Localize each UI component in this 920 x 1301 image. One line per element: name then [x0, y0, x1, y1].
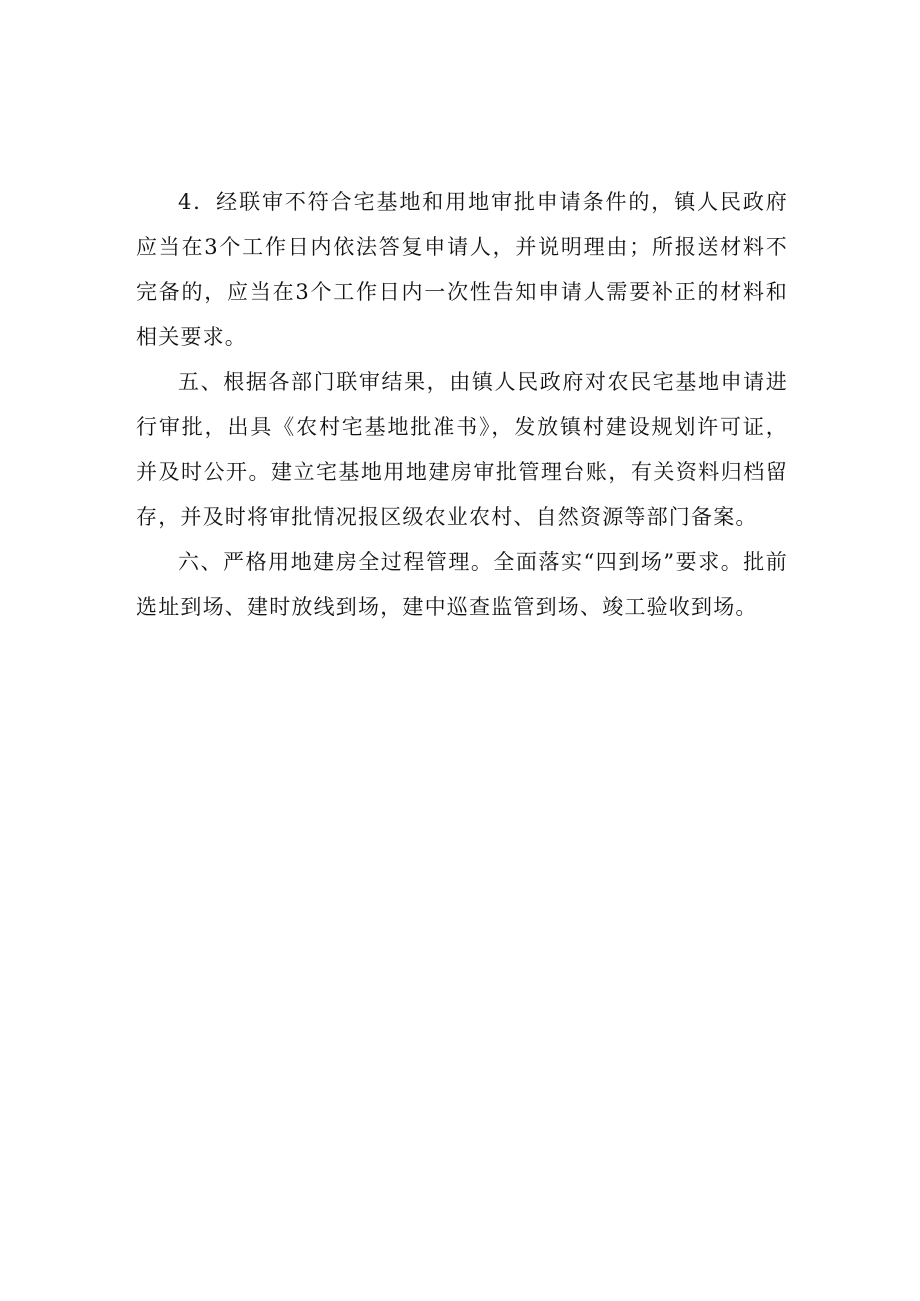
paragraph-item-4: 4．经联审不符合宅基地和用地审批申请条件的，镇人民政府应当在3个工作日内依法答复申请人，并说明理由；所报送材料不完备的，应当在3个工作日内一次性告知申请人需要补正的材料和相关要求。 — [136, 190, 788, 349]
document-body — [136, 180, 788, 630]
paragraph-section-6: 六、严格用地建房全过程管理。全面落实“四到场”要求。批前选址到场、建时放线到场，建中巡查监管到场、竣工验收到场。 — [136, 550, 788, 619]
paragraph-section-5: 五、根据各部门联审结果，由镇人民政府对农民宅基地申请进行审批，出具《农村宅基地批准书》，发放镇村建设规划许可证，并及时公开。建立宅基地用地建房审批管理台账，有关资料归档留存，并及时将审批情况报区级农业农村、自然资源等部门备案。 — [136, 370, 788, 529]
